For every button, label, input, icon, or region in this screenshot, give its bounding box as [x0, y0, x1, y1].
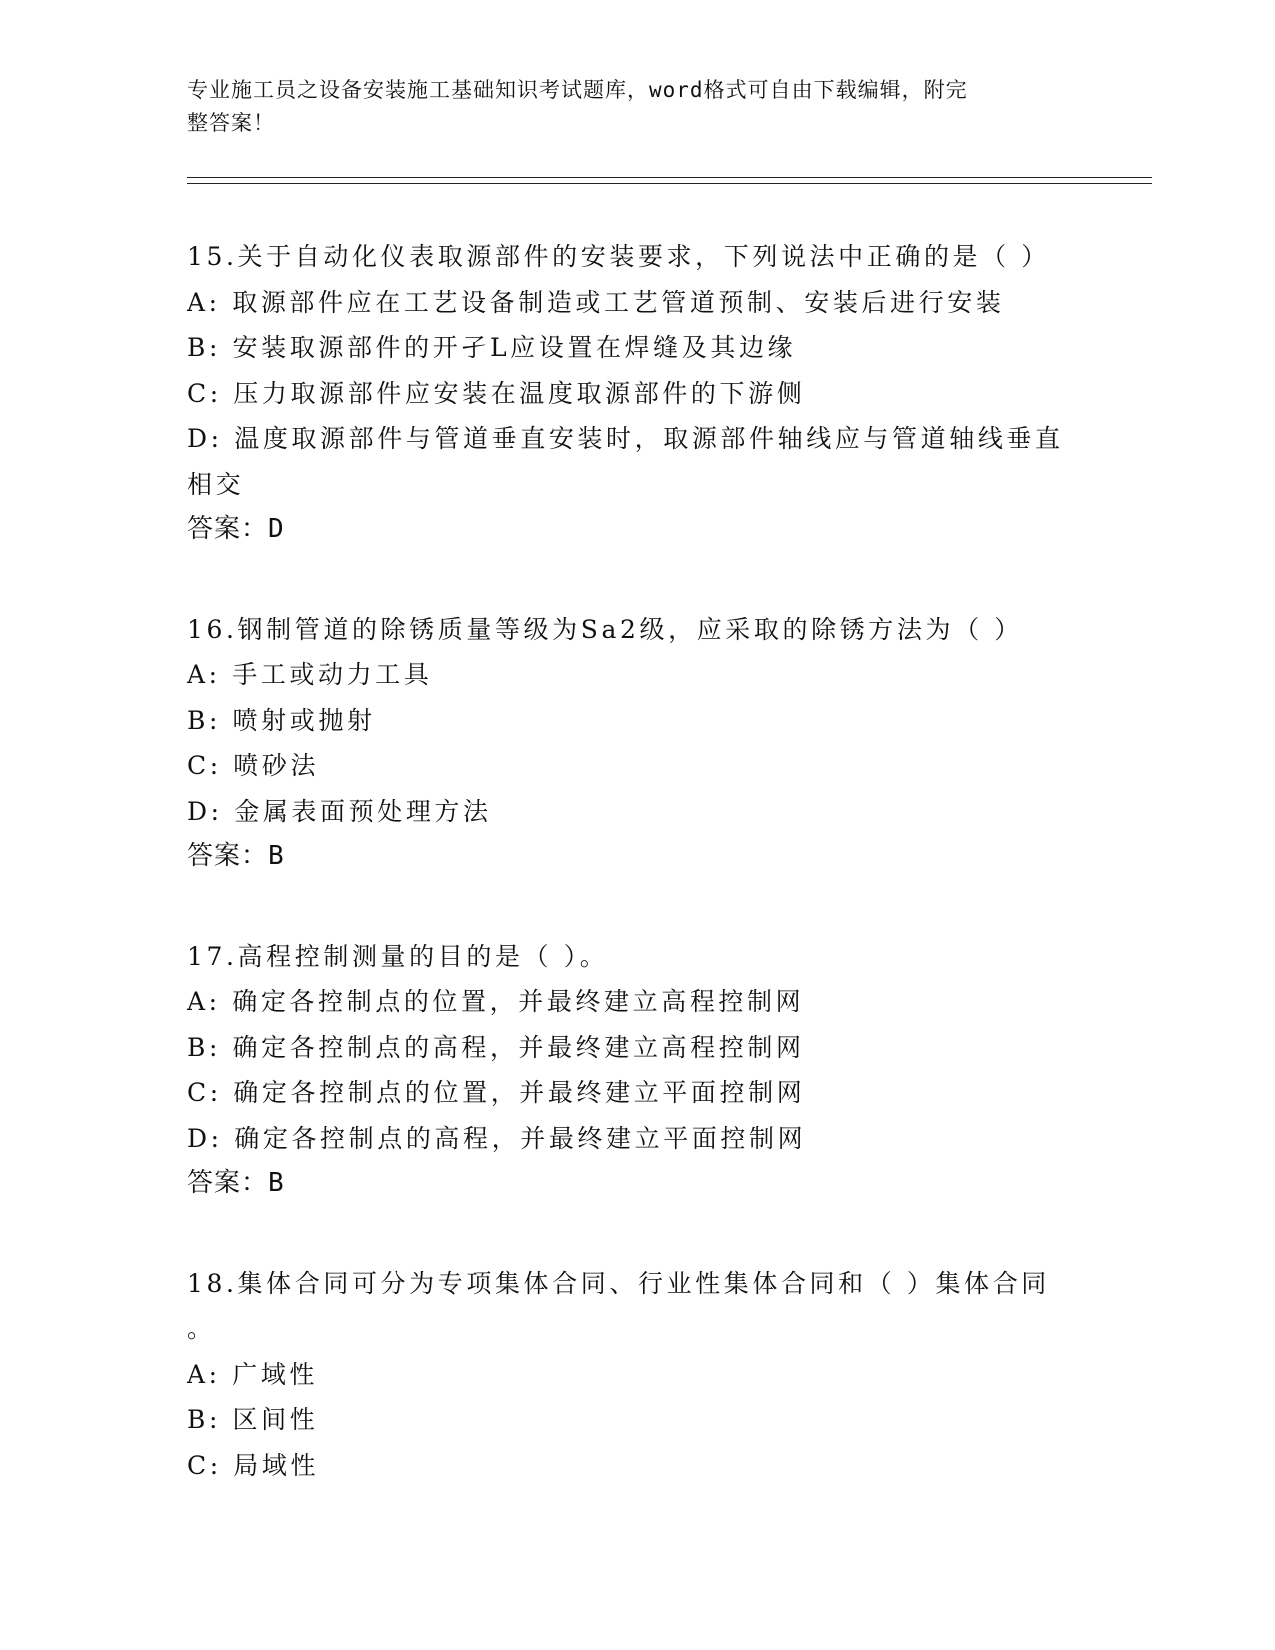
header-divider-top — [187, 177, 1152, 178]
question-15 — [187, 234, 1087, 553]
option-b: B: 喷射或抛射 — [187, 705, 376, 735]
question-stem-continued: 。 — [187, 1314, 216, 1343]
question-list — [187, 234, 1087, 1542]
header-line-1: 专业施工员之设备安装施工基础知识考试题库，word格式可自由下载编辑，附完 — [187, 78, 968, 102]
option-d: D: 温度取源部件与管道垂直安装时，取源部件轴线应与管道轴线垂直 — [187, 424, 1064, 453]
option-a: A: 手工或动力工具 — [187, 660, 433, 689]
answer: 答案：D — [187, 514, 285, 544]
option-d: D: 金属表面预处理方法 — [187, 796, 492, 826]
option-a: A: 取源部件应在工艺设备制造或工艺管道预制、安装后进行安装 — [187, 287, 1005, 317]
question-17 — [187, 934, 1087, 1207]
option-d-continued: 相交 — [187, 469, 245, 499]
answer: 答案：B — [187, 841, 285, 871]
option-d: D: 确定各控制点的高程，并最终建立平面控制网 — [187, 1123, 807, 1153]
option-b: B: 安装取源部件的开孑L应设置在焊缝及其边缘 — [187, 333, 797, 362]
option-a: A: 确定各控制点的位置，并最终建立高程控制网 — [187, 987, 805, 1016]
header-line-2: 整答案！ — [187, 111, 275, 135]
question-stem: 16.钢制管道的除锈质量等级为Sa2级，应采取的除锈方法为（ ） — [187, 614, 1023, 644]
question-stem: 15.关于自动化仪表取源部件的安装要求，下列说法中正确的是（ ） — [187, 242, 1050, 271]
answer: 答案：B — [187, 1168, 285, 1198]
question-18 — [187, 1261, 1087, 1489]
header-divider-bottom — [187, 183, 1152, 184]
question-stem: 17.高程控制测量的目的是（ ）。 — [187, 941, 609, 971]
option-c: C: 确定各控制点的位置，并最终建立平面控制网 — [187, 1078, 806, 1107]
option-b: B: 确定各控制点的高程，并最终建立高程控制网 — [187, 1032, 805, 1062]
question-stem: 18.集体合同可分为专项集体合同、行业性集体合同和（ ）集体合同 — [187, 1268, 1050, 1298]
option-c: C: 局域性 — [187, 1450, 320, 1480]
document-header — [187, 74, 1067, 140]
option-c: C: 压力取源部件应安装在温度取源部件的下游侧 — [187, 378, 806, 408]
option-c: C: 喷砂法 — [187, 751, 320, 780]
option-a: A: 广域性 — [187, 1359, 319, 1389]
option-b: B: 区间性 — [187, 1405, 319, 1434]
question-16 — [187, 607, 1087, 880]
